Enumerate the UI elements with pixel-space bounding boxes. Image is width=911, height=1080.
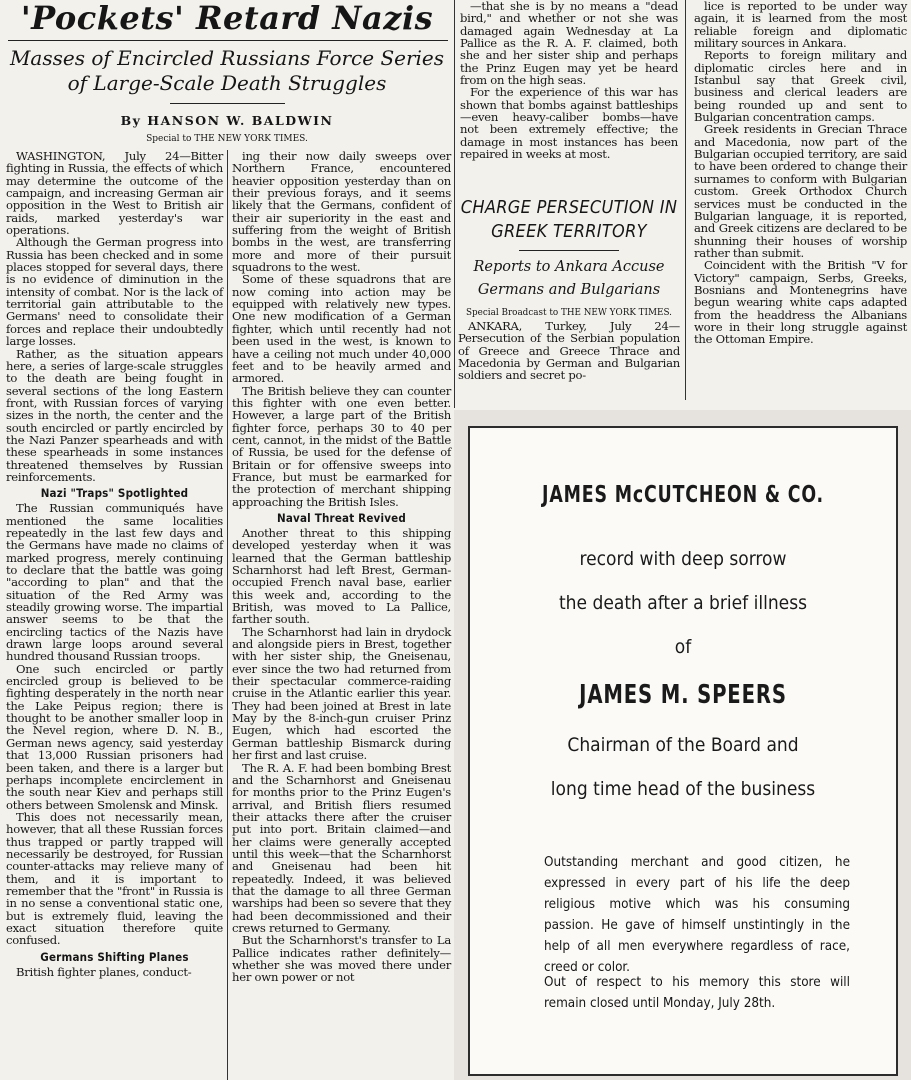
article-column-1: [0, 0, 226, 1080]
article-paragraph: British fighter planes, conduct-: [16, 964, 192, 979]
article-paragraph: The Russian communiqués have mentioned the same localities repeatedly in the last few days and the Germans have made no claims of marked progress, merely continuing to declare that the battle was going "according to plan" and that the situation of the Red Army was steadily growing worse. The impartial answer seems to be that the encircling tactics of the Nazis have drawn large loops around several hundred thousand Russian troops.: [6, 501, 223, 664]
article-paragraph: Coincident with the British "V for Victory" campaign, Serbs, Greeks, Bosnians and Montenegrins have begun wearing white caps adapted from the headdress the Albanians wore in their long struggle against the Ottoman Empire.: [694, 258, 907, 347]
article-paragraph: Another threat to this shipping developed yesterday when it was learned that the German battleship Scharnhorst had left Brest, German-occupied French naval base, earlier this week and, according to the British, was moved to La Pallice, farther south.: [232, 525, 451, 627]
ad-closing-notice: Out of respect to his memory this store will remain closed until Monday, July 28th.: [544, 975, 850, 1011]
ad-tribute-paragraph: Outstanding merchant and good citizen, he expressed in every part of his life the deep religious motive which was his consuming passion. He gave of himself unstintingly in the help of all men everywhere regardless of race, creed or color.: [544, 855, 850, 975]
article-paragraph: One such encircled or partly encircled group is believed to be fighting desperately in the north near the Lake Peipus region; there is thought to be another smaller loop in the Nevel region, where D. N. B., German news agency, said yesterday that 13,000 Russian prisoners had been taken, and there is a larger but perhaps incomplete encirclement in the south near Kiev and perhaps still others between Smolensk and Minsk.: [6, 661, 223, 812]
memorial-advertisement: [454, 410, 911, 1080]
article-paragraph: ing their now daily sweeps over Northern France, encountered heavier opposition yesterday than on their previous forays, and it seems likely that the Germans, confident of their air superiority in the east and suffering from the weight of British bombs in the west, are transferring more and more of their pursuit squadrons to the west.: [232, 149, 451, 275]
article-column-2: [229, 0, 454, 1080]
subheading-germans-shifting: Germans Shifting Planes: [40, 949, 189, 964]
article-paragraph: Reports to foreign military and diplomatic circles here and in Istanbul say that Greek civil, business and clerical leaders are being rounded up and sent to Bulgarian concentration camps.: [694, 48, 907, 125]
column-4-paragraphs: [694, 0, 907, 346]
article-paragraph: For the experience of this war has shown that bombs against battleships—even heavy-caliber bombs—have not been extremely effective; the damage in most instances has been repaired in weeks at most.: [460, 85, 678, 162]
article-paragraph: Rather, as the situation appears here, a series of large-scale struggles to the death are being fought in several sections of the long Eastern front, with Russian forces of varying sizes in the north, the center and the south encircled or partly encircled by the Nazi Panzer spearheads and with these spearheads in some instances threatened themselves by Russian reinforcements.: [6, 346, 223, 484]
article-paragraph: Some of these squadrons that are now coming into action may be equipped with relatively new types. One new modification of a German fighter, which until recently had not been used in the west, is known to have a ceiling not much under 40,000 feet and to be heavily armed and armored.: [232, 272, 451, 386]
subheading-nazi-traps: Nazi "Traps" Spotlighted: [40, 486, 189, 501]
article-deck: Masses of Encircled Russians Force Series of Large-Scale Death Struggles: [9, 46, 445, 95]
advertisement-border: [468, 426, 898, 1076]
column-1-paragraphs: [6, 150, 223, 483]
ad-line-head: long time head of the business: [550, 778, 816, 800]
article-paragraph: The British believe they can counter this fighter with one even better. However, a large part of the British fighter force, perhaps 30 to 40 per cent, cannot, in the midst of the Battle of Russia, be used for the defense of Britain or for offensive sweeps into France, but must be earmarked for the protection of merchant shipping approaching the British Isles.: [232, 383, 451, 509]
ad-line-death: the death after a brief illness: [558, 592, 808, 614]
article-headline: 'Pockets' Retard Nazis: [20, 0, 434, 37]
greek-paragraphs: [458, 320, 680, 382]
article-paragraph: WASHINGTON, July 24—Bitter fighting in Russia, the effects of which may determine the outcome of the campaign, and increasing German air opposition in the West to British air raids, marked yesterday's war operations.: [6, 149, 223, 238]
article-paragraph: The Scharnhorst had lain in drydock and alongside piers in Brest, together with her sister ship, the Gneisenau, ever since the two had returned from their spectacular commerce-raiding cruise in the Atlantic earlier this year. They had been joined at Brest in late May by the 8-inch-gun cruiser Prinz Eugen, which had escorted the German battleship Bismarck during her first and last cruise.: [232, 624, 451, 763]
ad-line-of: of: [674, 636, 692, 658]
ad-deceased-name: JAMES M. SPEERS: [579, 680, 787, 710]
column-rule: [685, 0, 686, 400]
article-paragraph: —that she is by no means a "dead bird," and whether or not she was damaged again Wednesday at La Pallice as the R. A. F. claimed, both she and her sister ship and perhaps the Prinz Eugen may yet be heard from on the high seas.: [460, 0, 678, 88]
greek-headline-rule: [519, 250, 619, 251]
dateline-credit: Special to THE NEW YORK TIMES.: [146, 134, 308, 144]
article-paragraph: lice is reported to be under way again, it is learned from the most reliable foreign and diplomatic military sources in Ankara.: [694, 0, 907, 51]
greek-deck: Reports to Ankara Accuse Germans and Bulgarians: [473, 259, 665, 298]
ad-company-name: JAMES McCUTCHEON & CO.: [542, 482, 824, 508]
article-paragraph: Greek residents in Grecian Thrace and Macedonia, now part of the Bulgarian occupied territory, are said to have been ordered to change their surnames to conform with Bulgarian custom. Greek Orthodox Church services must be conducted in the Bulgarian language, it is reported, and Greek citizens are declared to be shunning their houses of worship rather than submit.: [694, 122, 907, 260]
subheading-naval-threat: Naval Threat Revived: [276, 510, 407, 525]
article-paragraph: This does not necessarily mean, however, that all these Russian forces thus trapped or partly trapped will necessarily be destroyed, for Russian counter-attacks may relieve many of them, and it is important to remember that the "front" in Russia is in no sense a conventional static one, but is extremely fluid, leaving the exact situation therefore quite confused.: [6, 809, 223, 948]
column-rule: [454, 0, 455, 408]
byline: By HANSON W. BALDWIN: [120, 113, 334, 128]
article-paragraph: ANKARA, Turkey, July 24—Persecution of the Serbian population of Greece and Greece Thrace and Macedonia by German and Bulgarian soldiers and secret po-: [458, 319, 680, 383]
article-paragraph: But the Scharnhorst's transfer to La Pallice indicates rather definitely—whether she was moved there under her own power or not: [232, 933, 451, 985]
article-paragraph: The R. A. F. had been bombing Brest and the Scharnhorst and Gneisenau for months prior to the Prinz Eugen's arrival, and British fliers resumed their attacks there after the cruiser put into port. Britain claimed—and her claims were generally accepted until this week—that the Scharnhorst and Gneisenau had been hit repeatedly. Indeed, it was believed that the damage to all three German warships had been so severe that they had been decommissioned and their crews returned to Germany.: [232, 760, 451, 935]
column-2-paragraphs-2: [232, 527, 451, 984]
ad-line-chairman: Chairman of the Board and: [567, 734, 799, 756]
article-paragraph: Although the German progress into Russia has been checked and in some places stopped for several days, there is no evidence of diminution in the intensity of combat. Nor is the lack of territorial gain attributable to the Germans' need to consolidate their forces and replace their undoubtedly large losses.: [6, 235, 223, 349]
greek-dateline-credit: Special Broadcast to THE NEW YORK TIMES.: [466, 308, 672, 318]
article-column-4: [690, 0, 911, 400]
greek-headline: CHARGE PERSECUTION IN GREEK TERRITORY: [460, 197, 678, 242]
greek-article-header: [458, 196, 680, 382]
column-1-paragraphs-2: [6, 502, 223, 946]
column-3-paragraphs: [460, 0, 678, 160]
column-2-paragraphs: [232, 150, 451, 508]
ad-line-sorrow: record with deep sorrow: [579, 548, 787, 570]
column-1-paragraphs-3: [6, 966, 223, 978]
column-rule: [227, 150, 228, 1080]
